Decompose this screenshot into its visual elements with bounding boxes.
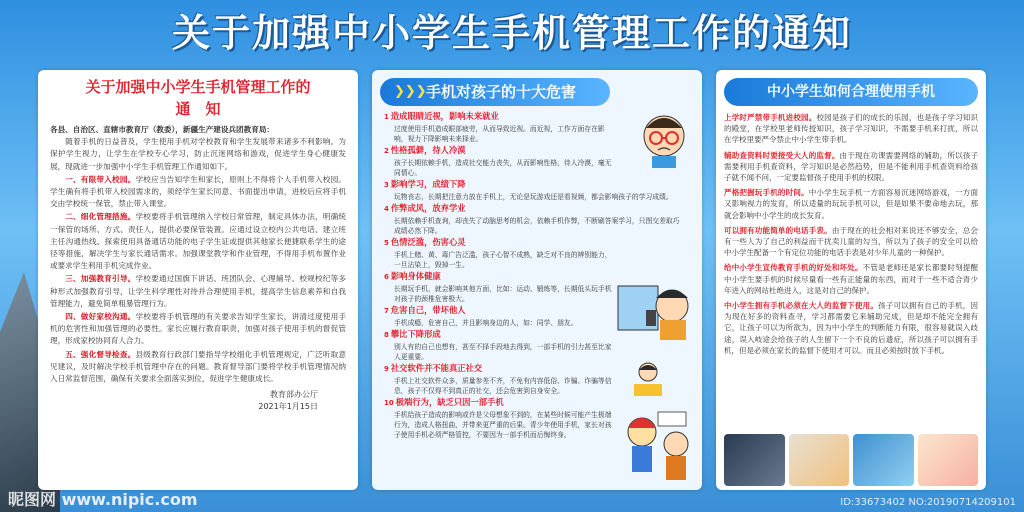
cartoon-photo [918, 434, 979, 486]
child-reading-illustration [624, 360, 672, 400]
hazard-number: 4 [384, 205, 389, 213]
hazard-text: 孩子长期依赖手机，造成社交能力丧失，从而影响性格，待人冷漠，毫无同情心。 [394, 159, 612, 177]
hazard-heading [384, 236, 614, 250]
guide-photos [724, 434, 978, 486]
hazard-item [384, 270, 614, 304]
guide-tip: 辅助查资料时要接受大人的监督。由于现在功课需要网络的辅助，所以孩子需要利用手机查资料，学习知识是必然趋势，但是不能利用手机查资料给孩子就不闻不问，一定要监督孩子使用手机的权限。 [724, 150, 978, 183]
hazard-number: 5 [384, 239, 389, 247]
notice-section: 一、有限带入校园。学校应当告知学生和家长，原则上不得将个人手机带入校园。学生确有将手机带入校园需求的，须经学生家长同意、书面提出申请，进校后应将手机交由学校统一保管，禁止带入课堂。 [50, 174, 347, 209]
guide-tip: 可以拥有功能简单的电话手表。由于现在的社会相对来说还不够安全，总会有一些人为了自己的利益而干扰卖儿童的勾当，所以为了孩子的安全可以给中小学生配备一个有定位功能的电话手表是对少年儿童的一种保护。 [724, 225, 978, 258]
hazard-item [384, 144, 614, 178]
hazard-title: 色情泛滥，伤害心灵 [390, 237, 466, 247]
hazard-title: 性格孤僻，待人冷漠 [390, 145, 466, 155]
hazard-number: 10 [384, 399, 394, 407]
hazard-text: 玩物丧志，长期把注意力放在手机上，无论是玩游戏还是看视频，都会影响孩子的学习成绩。 [394, 193, 673, 201]
hazard-title: 影响身体健康 [390, 271, 441, 281]
notice-title: 关于加强中小学生手机管理工作的 通 知 [85, 78, 311, 118]
guide-tip: 给中小学生宣传教育手机的好处和坏处。不管是老师还是家长都要时刻提醒中小学生要手机的时候尽量看一些有正能量的东西，而对于一些不适合青少年进入的网站杜绝进入，这是对自己的保护。 [724, 263, 978, 295]
hazard-item [384, 396, 614, 440]
hazard-heading [384, 144, 614, 158]
guide-tip: 严格把握玩手机的时间。中小学生玩手机一方面容易沉迷网络游戏，一方面又影响视力的发育，所以适量的玩玩手机可以，但是如果不要命地去玩，那就会影响中小学生的成长发育。 [724, 188, 978, 220]
hazard-title: 社交软件并不能真正社交 [390, 363, 483, 373]
notice-section: 四、做好家校沟通。学校要将手机管理的有关要求告知学生家长，讲清过度使用手机的危害性和加强管理的必要性。家长应履行教育职责，加强对孩子使用手机的督促管理，形成家校协同育人合力。 [50, 312, 347, 346]
hazard-heading [384, 304, 614, 318]
hazard-heading [384, 202, 684, 216]
notice-section: 三、加强教育引导。学校要通过国旗下讲话、班团队会、心理辅导、校规校纪等多种形式加强教育引导，让学生科学理性对待并合理使用手机，提高学生信息素养和自我管理能力，避免简单粗暴管理行为。 [50, 274, 347, 308]
notice-section: 五、强化督导检查。县级教育行政部门要指导学校细化手机管理规定，广泛听取意见建议，及时解决学校手机管理中存在的问题。教育督导部门要将学校手机管理情况纳入日常监督范围，确保有关要求全面落实到位，促进学生健康成长。 [50, 349, 347, 384]
guide-tips [724, 112, 978, 356]
hazard-number: 7 [384, 307, 389, 315]
hazard-item [384, 328, 614, 362]
hazard-text: 过度使用手机造成眼部疲劳，从而导致近视。而近视，工作方面存在影响，视力下降影响未来择业。 [394, 125, 605, 143]
guide-tip: 上学时严禁带手机进校园。校园是孩子们的成长的乐园，也是孩子学习知识的殿堂，在学校里老师传授知识，孩子学习知识，不需要手机来打扰，所以在学校里要严令禁止中小学生带手机。 [724, 113, 978, 145]
hazard-number: 3 [384, 181, 389, 189]
hazard-heading [384, 362, 614, 376]
guide-banner: 中小学生如何合理使用手机 [724, 78, 978, 106]
hazard-number: 1 [384, 113, 389, 121]
notice-intro: 随着手机的日益普及，学生使用手机对学校教育和学生发展带来诸多不利影响。为保护学生视力，让学生在学校专心学习，防止沉迷网络和游戏，促进学生身心健康发展，现就进一步加强中小学生手机管理工作通知如下。 [50, 137, 346, 171]
hazard-heading [384, 328, 614, 342]
hazard-number: 8 [384, 331, 389, 339]
hazard-text: 长期依赖手机查询，却丧失了动脑思考的机会，依赖手机作弊，不断刷答案学习，只图交差取巧成绩必然下降。 [394, 217, 680, 235]
hazard-text: 别人有的自己也想有，甚至不择手段地去得到，一部手机的引力甚至比家人更重要。 [394, 343, 612, 361]
notice-body [38, 124, 358, 385]
notice-salutation: 各县、自治区、直辖市教育厅（教委），新疆生产建设兵团教育局： [50, 125, 275, 134]
guide-tip: 中小学生拥有手机必须在大人的监督下使用。孩子可以拥有自己的手机，因为现在好多的资料查寻，学习都需要它来辅助完成，但是却不能完全拥有它，让孩子可以为所欲为，因为中小学生的判断能力有限，很容易就误入歧途，误入岐途会给孩子的人生留下一个不良的后遗症，所以孩子可以拥有手机，但是必须在家长的监督下使用才可以。而且必须按时放下手机。 [724, 301, 978, 355]
hazard-text: 长期玩手机，就会影响其他方面，比如：运动、锻炼等，长期低头玩手机对孩子的颈椎危害极大。 [394, 285, 612, 303]
notice-section: 二、细化管理措施。学校要将手机管理纳入学校日常管理，制定具体办法，明确统一保管的场所、方式、责任人，提供必要保管装置。应通过设立校内公共电话、建立班主任沟通热线、探索使用具备通话功能的电子学生证或提供其他家长便捷联系学生的途径等措施，解决学生与家长通话需求。加强课堂教学和作业管理，不得用手机布置作业或要求学生利用手机完成作业。 [50, 212, 347, 271]
hazard-item [384, 178, 684, 202]
hazards-panel [372, 70, 702, 490]
hazard-title: 极端行为，缺乏只因一部手机 [395, 397, 504, 407]
hazard-title: 攀比下降形成 [390, 329, 441, 339]
notice-signature: 教育部办公厅 2021年1月15日 [258, 390, 318, 412]
hazard-text: 手机成瘾，危害自己，并且影响身边的人，如：同学、朋友。 [394, 319, 578, 327]
chevron-right-icon: ❯❯❯ [394, 84, 427, 99]
child-phone-illustration [616, 280, 694, 342]
hazard-item [384, 362, 614, 396]
child-glasses-illustration [632, 108, 696, 168]
watermark-logo: 昵图网 www.nipic.com [8, 490, 198, 509]
hazard-heading [384, 396, 614, 410]
notice-panel [38, 70, 358, 490]
hazards-banner: ❯❯❯ 手机对孩子的十大危害 [380, 78, 610, 106]
watermark-id: ID:33673402 NO:20190714209101 [840, 497, 1016, 508]
hazard-title: 影响学习，成绩下降 [390, 179, 466, 189]
hazard-number: 6 [384, 273, 389, 281]
hazard-heading [384, 270, 614, 284]
hazard-title: 作弊成风，放弃学业 [390, 203, 466, 213]
family-photo [789, 434, 850, 486]
hazard-heading [384, 178, 684, 192]
hazard-text: 手机给孩子造成的影响或许是父母想象不到的，在某些时候可能产生极端行为，造成人格扭曲，并带来更严重的后果。青少年使用手机，家长对孩子使用手机必须严格管控，不要因为一部手机而后悔终身。 [394, 411, 612, 439]
hazard-item [384, 304, 614, 328]
hazard-item [384, 236, 614, 270]
hazard-number: 9 [384, 365, 389, 373]
hazard-title: 造成眼睛近视，影响未来就业 [390, 111, 499, 121]
hazard-item [384, 202, 684, 236]
guide-panel [716, 70, 986, 490]
hazard-number: 2 [384, 147, 389, 155]
hazard-text: 手机上赌、黄、毒广告泛滥，孩子心智不成熟，缺乏对不良的辨别能力，一旦沾染上，毁掉一生。 [394, 251, 612, 269]
hazard-title: 危害自己，带坏他人 [390, 305, 466, 315]
phone-photo [724, 434, 785, 486]
hazard-text: 手机上社交软件众多，质量参差不齐，不免有内容低俗、诈骗、诈骗等信息，孩子不仅得不到真正的社交，还会危害到自身安全。 [394, 377, 612, 395]
watch-photo [853, 434, 914, 486]
page-title: 关于加强中小学生手机管理工作的通知 [171, 11, 852, 55]
cartoon-characters-illustration [618, 410, 698, 485]
hazard-heading [384, 110, 614, 124]
hazard-item [384, 110, 614, 144]
